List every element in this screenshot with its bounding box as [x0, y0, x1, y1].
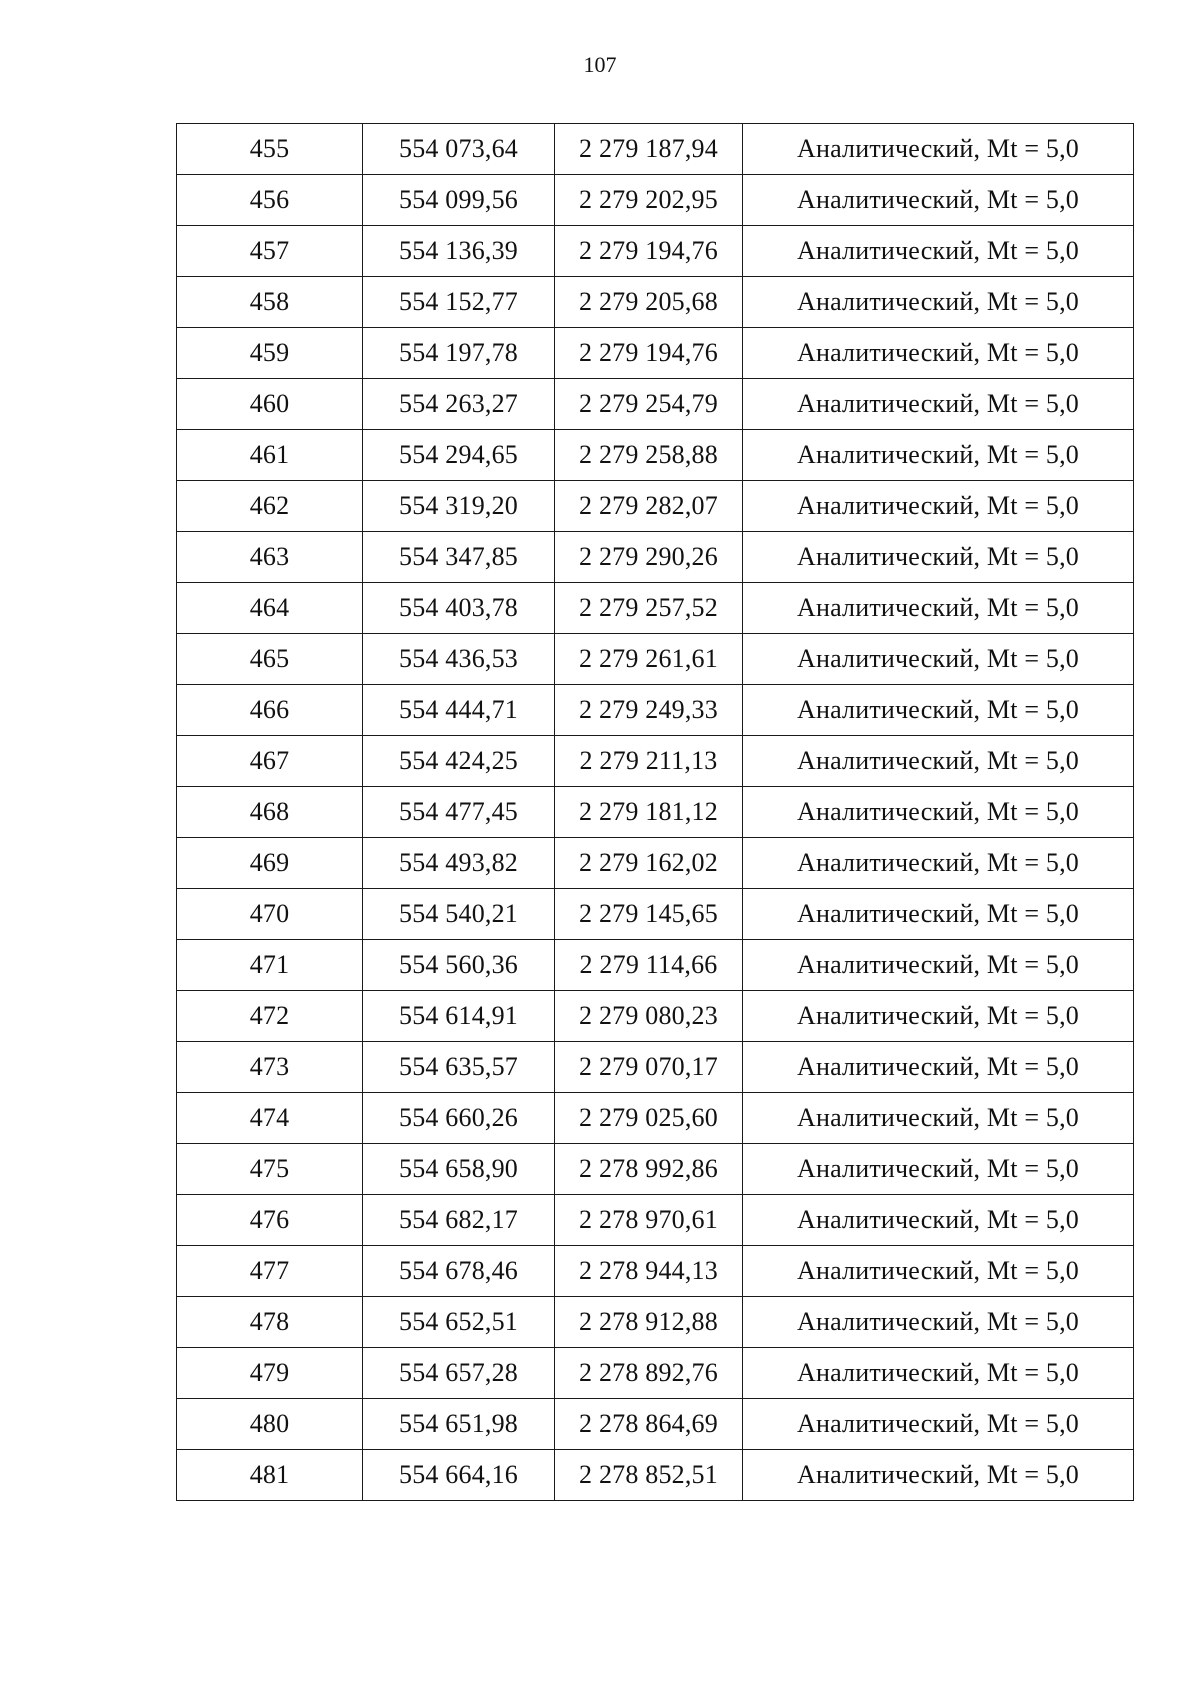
table-row	[177, 940, 1134, 991]
method-cell: Аналитический, Mt = 5,0	[743, 1093, 1134, 1144]
x-coordinate-cell: 554 436,53	[363, 634, 555, 685]
coordinates-table	[176, 123, 1134, 1501]
method-cell: Аналитический, Mt = 5,0	[743, 430, 1134, 481]
method-cell: Аналитический, Mt = 5,0	[743, 787, 1134, 838]
method-cell: Аналитический, Mt = 5,0	[743, 991, 1134, 1042]
table-row	[177, 430, 1134, 481]
point-number-cell: 472	[177, 991, 363, 1042]
method-cell: Аналитический, Mt = 5,0	[743, 1399, 1134, 1450]
x-coordinate-cell: 554 652,51	[363, 1297, 555, 1348]
point-number-cell: 481	[177, 1450, 363, 1501]
point-number-cell: 479	[177, 1348, 363, 1399]
table-row	[177, 685, 1134, 736]
table-row	[177, 1093, 1134, 1144]
method-cell: Аналитический, Mt = 5,0	[743, 940, 1134, 991]
point-number-cell: 464	[177, 583, 363, 634]
x-coordinate-cell: 554 682,17	[363, 1195, 555, 1246]
x-coordinate-cell: 554 635,57	[363, 1042, 555, 1093]
point-number-cell: 469	[177, 838, 363, 889]
method-cell: Аналитический, Mt = 5,0	[743, 481, 1134, 532]
point-number-cell: 455	[177, 124, 363, 175]
point-number-cell: 480	[177, 1399, 363, 1450]
method-cell: Аналитический, Mt = 5,0	[743, 838, 1134, 889]
y-coordinate-cell: 2 279 194,76	[555, 226, 743, 277]
table-row	[177, 532, 1134, 583]
table-row	[177, 1399, 1134, 1450]
table-row	[177, 787, 1134, 838]
point-number-cell: 477	[177, 1246, 363, 1297]
y-coordinate-cell: 2 279 114,66	[555, 940, 743, 991]
y-coordinate-cell: 2 279 290,26	[555, 532, 743, 583]
x-coordinate-cell: 554 136,39	[363, 226, 555, 277]
point-number-cell: 475	[177, 1144, 363, 1195]
x-coordinate-cell: 554 660,26	[363, 1093, 555, 1144]
point-number-cell: 465	[177, 634, 363, 685]
x-coordinate-cell: 554 444,71	[363, 685, 555, 736]
table-row	[177, 379, 1134, 430]
point-number-cell: 463	[177, 532, 363, 583]
method-cell: Аналитический, Mt = 5,0	[743, 277, 1134, 328]
method-cell: Аналитический, Mt = 5,0	[743, 1195, 1134, 1246]
method-cell: Аналитический, Mt = 5,0	[743, 226, 1134, 277]
method-cell: Аналитический, Mt = 5,0	[743, 1297, 1134, 1348]
y-coordinate-cell: 2 278 970,61	[555, 1195, 743, 1246]
x-coordinate-cell: 554 263,27	[363, 379, 555, 430]
x-coordinate-cell: 554 540,21	[363, 889, 555, 940]
point-number-cell: 457	[177, 226, 363, 277]
y-coordinate-cell: 2 279 282,07	[555, 481, 743, 532]
table-row	[177, 838, 1134, 889]
coordinates-table-body	[177, 124, 1134, 1501]
method-cell: Аналитический, Mt = 5,0	[743, 634, 1134, 685]
point-number-cell: 473	[177, 1042, 363, 1093]
y-coordinate-cell: 2 279 070,17	[555, 1042, 743, 1093]
y-coordinate-cell: 2 279 257,52	[555, 583, 743, 634]
x-coordinate-cell: 554 294,65	[363, 430, 555, 481]
y-coordinate-cell: 2 278 852,51	[555, 1450, 743, 1501]
y-coordinate-cell: 2 279 258,88	[555, 430, 743, 481]
x-coordinate-cell: 554 658,90	[363, 1144, 555, 1195]
x-coordinate-cell: 554 197,78	[363, 328, 555, 379]
x-coordinate-cell: 554 347,85	[363, 532, 555, 583]
y-coordinate-cell: 2 279 162,02	[555, 838, 743, 889]
y-coordinate-cell: 2 279 025,60	[555, 1093, 743, 1144]
point-number-cell: 461	[177, 430, 363, 481]
x-coordinate-cell: 554 477,45	[363, 787, 555, 838]
method-cell: Аналитический, Mt = 5,0	[743, 1144, 1134, 1195]
x-coordinate-cell: 554 664,16	[363, 1450, 555, 1501]
table-row	[177, 328, 1134, 379]
x-coordinate-cell: 554 073,64	[363, 124, 555, 175]
table-row	[177, 226, 1134, 277]
table-row	[177, 1195, 1134, 1246]
point-number-cell: 458	[177, 277, 363, 328]
table-row	[177, 1042, 1134, 1093]
y-coordinate-cell: 2 279 261,61	[555, 634, 743, 685]
x-coordinate-cell: 554 424,25	[363, 736, 555, 787]
method-cell: Аналитический, Mt = 5,0	[743, 889, 1134, 940]
point-number-cell: 476	[177, 1195, 363, 1246]
table-row	[177, 634, 1134, 685]
point-number-cell: 460	[177, 379, 363, 430]
method-cell: Аналитический, Mt = 5,0	[743, 175, 1134, 226]
point-number-cell: 467	[177, 736, 363, 787]
table-row	[177, 124, 1134, 175]
point-number-cell: 468	[177, 787, 363, 838]
method-cell: Аналитический, Mt = 5,0	[743, 379, 1134, 430]
x-coordinate-cell: 554 403,78	[363, 583, 555, 634]
y-coordinate-cell: 2 279 145,65	[555, 889, 743, 940]
y-coordinate-cell: 2 278 912,88	[555, 1297, 743, 1348]
table-row	[177, 991, 1134, 1042]
point-number-cell: 474	[177, 1093, 363, 1144]
x-coordinate-cell: 554 614,91	[363, 991, 555, 1042]
point-number-cell: 478	[177, 1297, 363, 1348]
table-row	[177, 583, 1134, 634]
y-coordinate-cell: 2 279 080,23	[555, 991, 743, 1042]
y-coordinate-cell: 2 278 892,76	[555, 1348, 743, 1399]
y-coordinate-cell: 2 278 944,13	[555, 1246, 743, 1297]
table-row	[177, 277, 1134, 328]
table-row	[177, 1450, 1134, 1501]
y-coordinate-cell: 2 279 205,68	[555, 277, 743, 328]
page-number: 107	[583, 52, 617, 77]
point-number-cell: 471	[177, 940, 363, 991]
point-number-cell: 470	[177, 889, 363, 940]
point-number-cell: 456	[177, 175, 363, 226]
method-cell: Аналитический, Mt = 5,0	[743, 532, 1134, 583]
method-cell: Аналитический, Mt = 5,0	[743, 124, 1134, 175]
method-cell: Аналитический, Mt = 5,0	[743, 1246, 1134, 1297]
method-cell: Аналитический, Mt = 5,0	[743, 1450, 1134, 1501]
method-cell: Аналитический, Mt = 5,0	[743, 583, 1134, 634]
table-row	[177, 1246, 1134, 1297]
x-coordinate-cell: 554 678,46	[363, 1246, 555, 1297]
x-coordinate-cell: 554 493,82	[363, 838, 555, 889]
x-coordinate-cell: 554 319,20	[363, 481, 555, 532]
x-coordinate-cell: 554 152,77	[363, 277, 555, 328]
x-coordinate-cell: 554 651,98	[363, 1399, 555, 1450]
point-number-cell: 466	[177, 685, 363, 736]
y-coordinate-cell: 2 279 254,79	[555, 379, 743, 430]
table-row	[177, 889, 1134, 940]
x-coordinate-cell: 554 657,28	[363, 1348, 555, 1399]
x-coordinate-cell: 554 560,36	[363, 940, 555, 991]
y-coordinate-cell: 2 279 187,94	[555, 124, 743, 175]
y-coordinate-cell: 2 278 992,86	[555, 1144, 743, 1195]
method-cell: Аналитический, Mt = 5,0	[743, 328, 1134, 379]
method-cell: Аналитический, Mt = 5,0	[743, 736, 1134, 787]
table-row	[177, 736, 1134, 787]
method-cell: Аналитический, Mt = 5,0	[743, 1042, 1134, 1093]
table-row	[177, 1348, 1134, 1399]
x-coordinate-cell: 554 099,56	[363, 175, 555, 226]
y-coordinate-cell: 2 279 202,95	[555, 175, 743, 226]
y-coordinate-cell: 2 279 181,12	[555, 787, 743, 838]
table-row	[177, 1297, 1134, 1348]
method-cell: Аналитический, Mt = 5,0	[743, 685, 1134, 736]
table-row	[177, 1144, 1134, 1195]
point-number-cell: 459	[177, 328, 363, 379]
method-cell: Аналитический, Mt = 5,0	[743, 1348, 1134, 1399]
y-coordinate-cell: 2 278 864,69	[555, 1399, 743, 1450]
y-coordinate-cell: 2 279 211,13	[555, 736, 743, 787]
table-row	[177, 481, 1134, 532]
table-row	[177, 175, 1134, 226]
y-coordinate-cell: 2 279 249,33	[555, 685, 743, 736]
y-coordinate-cell: 2 279 194,76	[555, 328, 743, 379]
point-number-cell: 462	[177, 481, 363, 532]
